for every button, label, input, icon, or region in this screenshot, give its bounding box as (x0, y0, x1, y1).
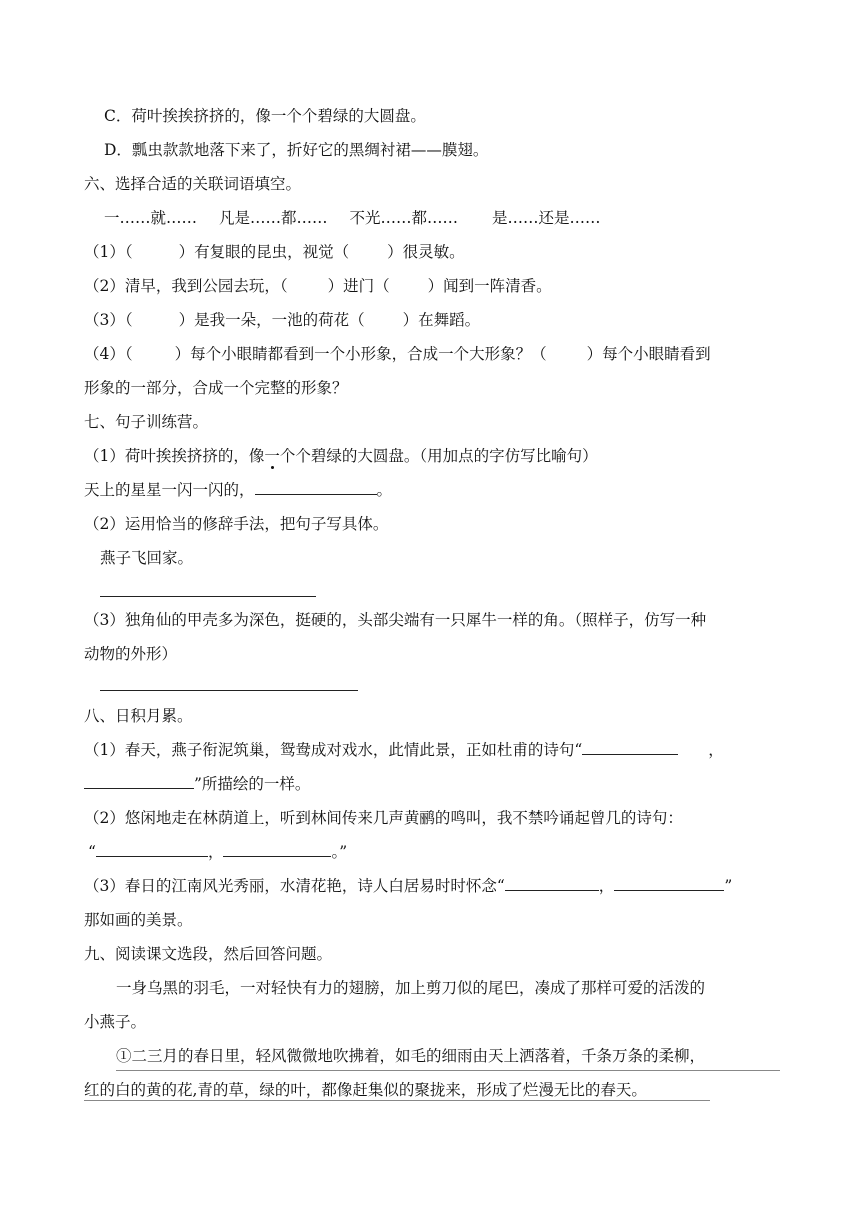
word-bank-item: 一……就…… (104, 209, 198, 227)
answer-blank[interactable] (582, 740, 678, 755)
answer-blank[interactable] (614, 876, 724, 891)
q7-sentence-1: （1）荷叶挨挨挤挤的，像一个个碧绿的大圆盘。（用加点的字仿写比喻句） (84, 447, 598, 465)
option-c: C．荷叶挨挨挤挤的，像一个个碧绿的大圆盘。 (104, 107, 426, 125)
option-d: D．瓢虫款款地落下来了，折好它的黑绸衬裙——膜翅。 (104, 141, 489, 159)
wavy-underline (84, 1096, 710, 1101)
answer-line[interactable] (100, 690, 358, 691)
passage-para-2: ①二三月的春日里，轻风微微地吹拂着，如毛的细雨由天上洒落着，千条万条的柔柳， (116, 1047, 706, 1065)
wavy-underline (116, 1066, 780, 1071)
answer-line[interactable] (100, 596, 316, 597)
section-7-title: 七、句子训练营。 (84, 413, 209, 431)
passage-para-2-cont: 红的白的黄的花,青的草，绿的叶，都像赶集似的聚拢来，形成了烂漫无比的春天。 (84, 1081, 647, 1099)
word-bank (104, 208, 601, 228)
answer-blank[interactable] (223, 842, 331, 857)
q8-sentence-3-cont: 那如画的美景。 (84, 911, 193, 929)
q6-sentence-3: （3）（ ）是我一朵，一池的荷花（ ）在舞蹈。 (84, 311, 481, 329)
q7-sentence-2-base: 燕子飞回家。 (100, 549, 194, 567)
passage-para-1: 一身乌黑的羽毛，一对轻快有力的翅膀，加上剪刀似的尾巴，凑成了那样可爱的活泼的 (116, 979, 706, 997)
answer-blank[interactable] (505, 876, 599, 891)
q7-sentence-1-answer: 天上的星星一闪一闪的， 。 (84, 481, 393, 499)
q6-sentence-2: （2）清早，我到公园去玩，（ ）进门（ ）闻到一阵清香。 (84, 277, 552, 295)
answer-blank[interactable] (84, 774, 194, 789)
q7-sentence-3: （3）独角仙的甲壳多为深色，挺硬的，头部尖端有一只犀牛一样的角。（照样子，仿写一种 (84, 611, 707, 629)
q8-sentence-1: （1）春天，燕子衔泥筑巢，鸳鸯成对戏水，此情此景，正如杜甫的诗句“ ， (84, 741, 724, 759)
q7-sentence-2: （2）运用恰当的修辞手法，把句子写具体。 (84, 515, 389, 533)
q8-sentence-2-cont: “ ， 。” (88, 843, 348, 861)
q8-sentence-2: （2）悠闲地走在林荫道上，听到林间传来几声黄鹂的鸣叫，我不禁吟诵起曾几的诗句： (84, 809, 683, 827)
q6-sentence-4: （4）（ ）每个小眼睛都看到一个小形象，合成一个大形象？（ ）每个小眼睛看到 (84, 345, 711, 363)
q6-sentence-4-cont: 形象的一部分，合成一个完整的形象？ (84, 379, 348, 397)
section-8-title: 八、日积月累。 (84, 707, 193, 725)
answer-blank[interactable] (255, 480, 377, 495)
word-bank-item: 不光……都…… (349, 209, 459, 227)
word-bank-item: 凡是……都…… (219, 209, 328, 227)
q8-sentence-3: （3）春日的江南风光秀丽，水清花艳，诗人白居易时时怀念“ ， ” (84, 877, 733, 895)
word-bank-item: 是……还是…… (492, 209, 601, 227)
section-6-title: 六、选择合适的关联词语填空。 (84, 175, 302, 193)
section-9-title: 九、阅读课文选段，然后回答问题。 (84, 945, 333, 963)
emphasis-dot (271, 466, 274, 469)
answer-blank[interactable] (96, 842, 208, 857)
q8-sentence-1-cont: ”所描绘的一样。 (84, 774, 310, 794)
q7-sentence-3-cont: 动物的外形） (84, 645, 178, 663)
passage-para-1-cont: 小燕子。 (84, 1013, 147, 1031)
q6-sentence-1: （1）（ ）有复眼的昆虫，视觉（ ）很灵敏。 (84, 243, 465, 261)
